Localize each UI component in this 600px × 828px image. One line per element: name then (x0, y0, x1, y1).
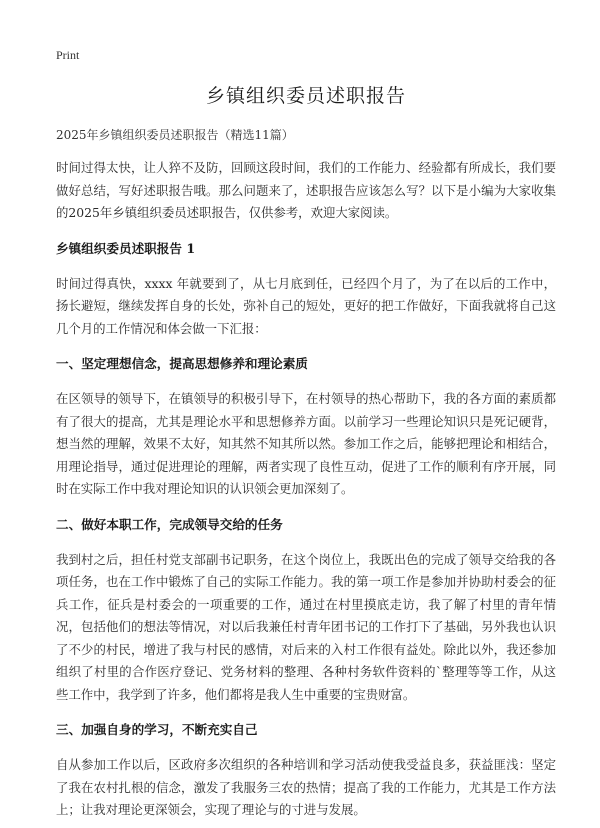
intro-paragraph: 时间过得太快，让人猝不及防，回顾这段时间，我们的工作能力、经验都有所成长，我们要做好总结，写好述职报告哦。那么问题来了，述职报告应该怎么写？以下是小编为大家收集的2025年乡镇组织委员述职报告，仅供参考，欢迎大家阅读。 (56, 160, 556, 220)
page-title: 乡镇组织委员述职报告 (205, 85, 406, 107)
section-body-2: 我到村之后，担任村党支部副书记职务，在这个岗位上，我既出色的完成了领导交给我的各项任务，也在工作中锻炼了自己的实际工作能力。我的第一项工作是参加并协助村委会的征兵工作，征兵是村委会的一项重要的工作，通过在村里摸底走访，我了解了村里的青年情况，包括他们的想法等情况，对以后我兼任村青年团书记的工作打下了基础，另外我也认识了不少的村民，增进了我与村民的感情，对后来的入村工作很有益处。除此以外，我还参加组织了村里的合作医疗登记、党务材料的整理、各种村务软件资料的`整理等等工作，从这些工作中，我学到了许多，他们都将是我人生中重要的宝贵财富。 (56, 551, 556, 702)
document-subtitle: 2025年乡镇组织委员述职报告（精选11篇） (56, 128, 294, 142)
section-body-1: 在区领导的领导下，在镇领导的积极引导下，在村领导的热心帮助下，我的各方面的素质都有了很大的提高，尤其是理论水平和思想修养方面。以前学习一些理论知识只是死记硬背，想当然的理解，效果不太好，知其然不知其所以然。参加工作之后，能够把理论和相结合，用理论指导，通过促进理论的理解，两者实现了良性互动，促进了工作的顺利有序开展，同时在实际工作中我对理论知识的认识领会更加深刻了。 (56, 391, 556, 496)
report-intro-paragraph: 时间过得真快，xxxx 年就要到了，从七月底到任，已经四个月了，为了在以后的工作中，扬长避短，继续发挥自身的长处，弥补自己的短处，更好的把工作做好，下面我就将自己这几个月的工作情况和体会做一下汇报： (56, 275, 556, 336)
report-heading: 乡镇组织委员述职报告 1 (56, 240, 196, 256)
section-heading-3: 三、加强自身的学习，不断充实自己 (56, 722, 258, 737)
section-heading-1: 一、坚定理想信念，提高思想修养和理论素质 (56, 356, 308, 371)
section-body-3: 自从参加工作以后，区政府多次组织的各种培训和学习活动使我受益良多，获益匪浅：坚定了我在农村扎根的信念，激发了我服务三农的热情；提高了我的工作能力，尤其是工作方法上；让我对理论更深领会，实现了理论与的寸进与发展。 (56, 757, 556, 817)
section-heading-2: 二、做好本职工作，完成领导交给的任务 (56, 516, 283, 532)
print-link[interactable]: Print (56, 48, 80, 62)
